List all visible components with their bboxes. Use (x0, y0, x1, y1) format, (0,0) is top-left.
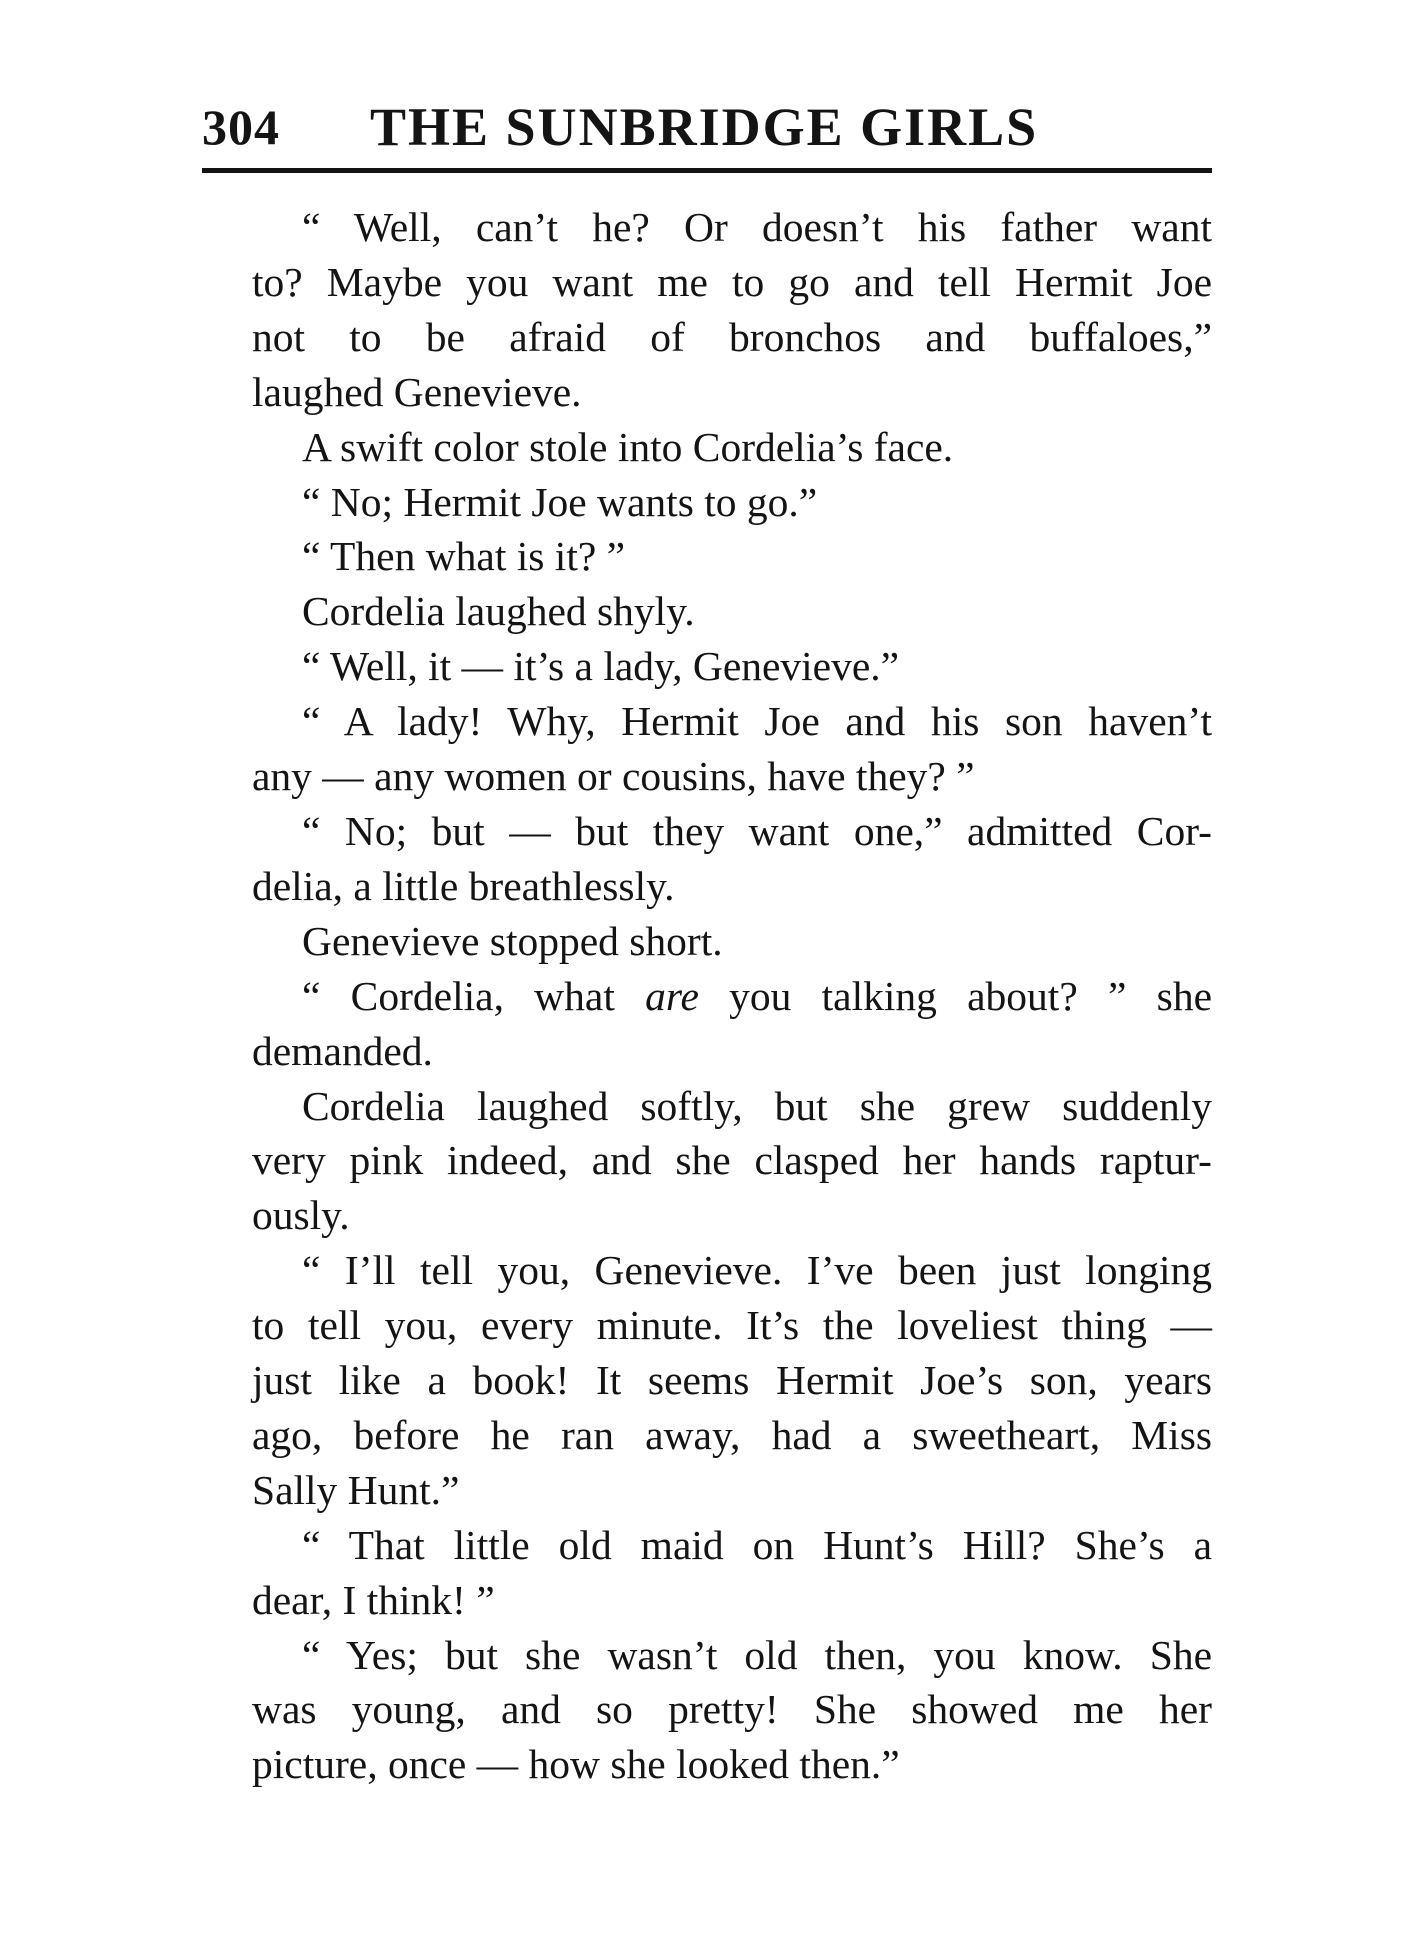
text-line: picture, once — how she looked then.” (252, 1741, 900, 1788)
text-line: Cordelia laughed softly, but she grew suddenly (302, 1082, 1212, 1129)
paragraph (202, 1079, 1212, 1244)
paragraph (202, 584, 1212, 639)
text-line: Sally Hunt.” (252, 1466, 460, 1513)
text-line: demanded. (252, 1027, 433, 1074)
text-run: “ Cordelia, what (302, 972, 646, 1019)
text-line: ously. (252, 1192, 350, 1239)
text-line: dear, I think! ” (252, 1576, 495, 1623)
paragraph (202, 420, 1212, 475)
body-text (202, 200, 1212, 1792)
text-line: not to be afraid of bronchos and buffaloes,” (252, 313, 1212, 360)
page-number: 304 (202, 99, 280, 155)
text-line: delia, a little breathlessly. (252, 862, 675, 909)
text-line: Genevieve stopped short. (302, 917, 723, 964)
header-rule (202, 168, 1212, 173)
text-line: very pink indeed, and she clasped her hands raptur- (252, 1137, 1212, 1184)
text-line: just like a book! It seems Hermit Joe’s son, years (252, 1357, 1212, 1404)
text-line: Cordelia laughed shyly. (302, 588, 695, 635)
text-line: any — any women or cousins, have they? ” (252, 753, 975, 800)
running-title: THE SUNBRIDGE GIRLS (370, 97, 1039, 157)
text-line: “ Well, can’t he? Or doesn’t his father want (302, 204, 1212, 250)
text-line: ago, before he ran away, had a sweetheart, Miss (252, 1411, 1212, 1458)
paragraph (202, 914, 1212, 969)
text-line: “ No; Hermit Joe wants to go.” (302, 478, 818, 525)
text-line (202, 969, 1212, 1024)
text-line: was young, and so pretty! She showed me her (252, 1686, 1212, 1733)
paragraph (202, 1243, 1212, 1518)
paragraph (202, 969, 1212, 1079)
paragraph (202, 475, 1212, 530)
text-run: you talking about? ” she (698, 972, 1212, 1019)
text-line: “ Yes; but she wasn’t old then, you know. She (302, 1631, 1212, 1678)
page-header (202, 92, 1212, 162)
paragraph (202, 529, 1212, 584)
text-line: A swift color stole into Cordelia’s face. (302, 423, 954, 470)
text-line: “ A lady! Why, Hermit Joe and his son haven’t (302, 698, 1212, 745)
paragraph (202, 200, 1212, 420)
paragraph (202, 694, 1212, 804)
text-line: “ No; but — but they want one,” admitted Cor- (302, 807, 1212, 854)
paragraph (202, 1628, 1212, 1793)
paragraph (202, 639, 1212, 694)
text-line: “ That little old maid on Hunt’s Hill? She’s a (302, 1521, 1212, 1568)
paragraph (202, 1518, 1212, 1628)
text-line: “ I’ll tell you, Genevieve. I’ve been just longing (302, 1247, 1212, 1294)
text-line: “ Well, it — it’s a lady, Genevieve.” (302, 643, 900, 690)
text-line: laughed Genevieve. (252, 368, 582, 415)
text-line: “ Then what is it? ” (302, 533, 626, 580)
paragraph (202, 804, 1212, 914)
emphasized-word: are (645, 972, 699, 1019)
text-line: to tell you, every minute. It’s the loveliest thing — (252, 1302, 1212, 1349)
text-line: to? Maybe you want me to go and tell Hermit Joe (252, 258, 1212, 305)
